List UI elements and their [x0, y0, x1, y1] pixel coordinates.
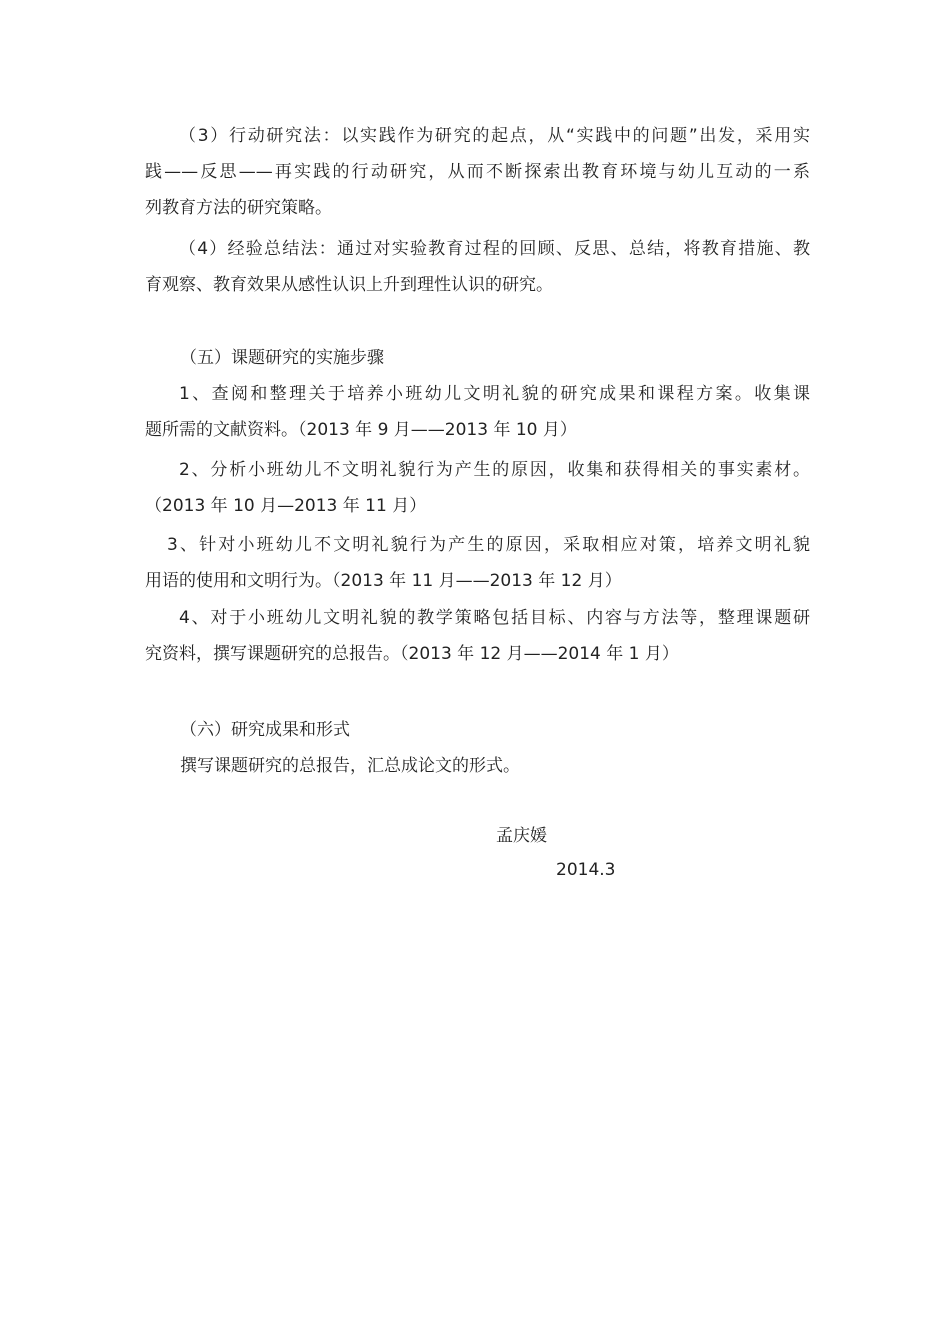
text-line: 列教育方法的研究策略。	[145, 198, 332, 218]
text-line: 究资料，撰写课题研究的总报告。（2013 年 12 月——2014 年 1 月）	[145, 644, 679, 664]
text-line: 用语的使用和文明行为。（2013 年 11 月——2013 年 12 月）	[145, 571, 622, 591]
text-line: （4）经验总结法：通过对实验教育过程的回顾、反思、总结，将教育措施、教	[179, 239, 810, 259]
text-line: 题所需的文献资料。（2013 年 9 月——2013 年 10 月）	[145, 420, 577, 440]
text-line: 1、查阅和整理关于培养小班幼儿文明礼貌的研究成果和课程方案。收集课	[179, 384, 810, 404]
paragraph-research-results: 撰写课题研究的总报告，汇总成论文的形式。	[180, 756, 520, 776]
paragraph-step-4	[145, 600, 810, 672]
paragraph-step-2	[145, 452, 810, 524]
section-heading-research-results: （六）研究成果和形式	[180, 720, 350, 740]
text-line: 育观察、教育效果从感性认识上升到理性认识的研究。	[145, 275, 553, 295]
text-line: 2、分析小班幼儿不文明礼貌行为产生的原因，收集和获得相关的事实素材。	[179, 460, 810, 480]
section-heading-implementation-steps: （五）课题研究的实施步骤	[180, 348, 384, 368]
document-date: 2014.3	[556, 860, 616, 880]
text-line: （3）行动研究法：以实践作为研究的起点，从“实践中的问题”出发，采用实	[179, 126, 810, 146]
paragraph-step-1	[145, 376, 810, 448]
author-signature: 孟庆媛	[496, 826, 547, 846]
text-line: 4、对于小班幼儿文明礼貌的教学策略包括目标、内容与方法等，整理课题研	[179, 608, 810, 628]
paragraph-step-3	[145, 527, 810, 599]
text-line: 3、针对小班幼儿不文明礼貌行为产生的原因，采取相应对策，培养文明礼貌	[167, 535, 810, 555]
text-line: （2013 年 10 月—2013 年 11 月）	[145, 496, 427, 516]
paragraph-experience-summary-method	[145, 231, 810, 303]
text-line: 践——反思——再实践的行动研究，从而不断探索出教育环境与幼儿互动的一系	[145, 162, 810, 182]
paragraph-action-research-method	[145, 118, 810, 226]
